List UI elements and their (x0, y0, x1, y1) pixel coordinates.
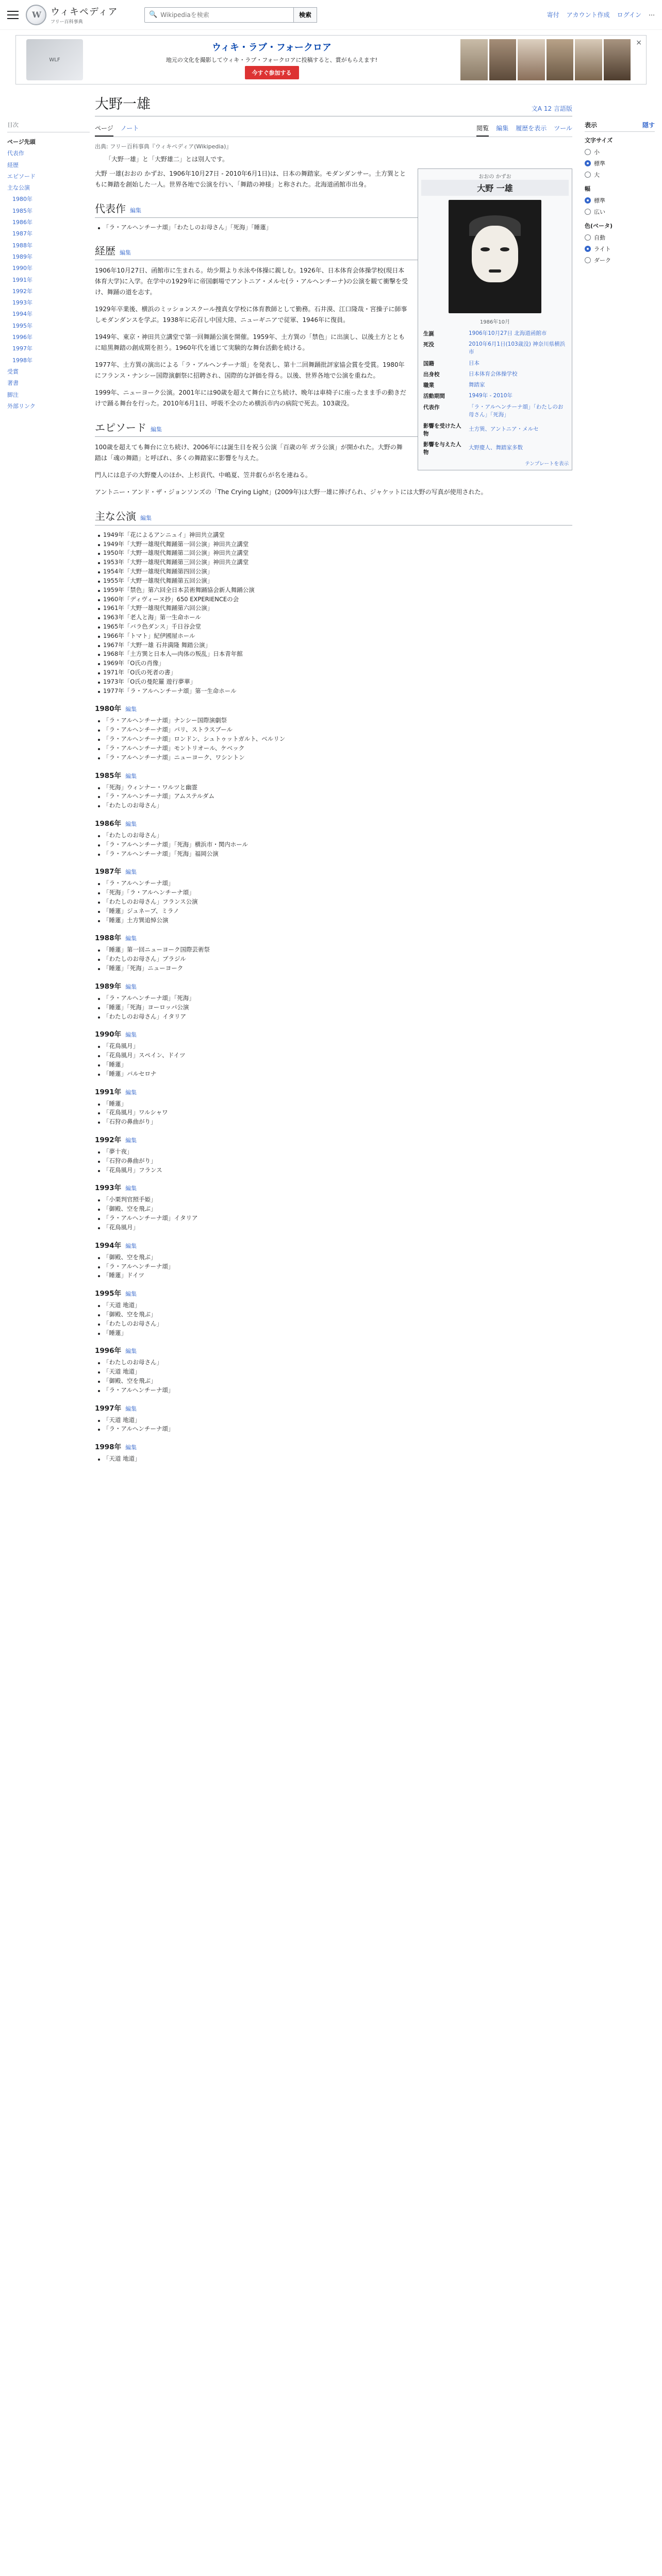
performance-item: 「花鳥風月」 (103, 1223, 572, 1232)
language-icon: 文A (531, 105, 542, 112)
campaign-logo: WLF (26, 39, 83, 80)
year-heading: 1987年 編集 (95, 868, 137, 876)
infobox-value[interactable]: 1906年10月27日 北海道函館市 (469, 330, 547, 336)
template-link[interactable]: テンプレートを表示 (525, 461, 569, 467)
episode-paragraph: アントニー・アンド・ザ・ジョンソンズの「The Crying Light」(2009年)は大野一雄に捧げられ、ジャケットには大野の写真が使用された。 (95, 488, 487, 496)
create-account-link[interactable]: アカウント作成 (566, 11, 610, 19)
user-menu-icon[interactable]: ⋯ (649, 11, 655, 19)
performance-item: 「睡蓮」 (103, 1329, 572, 1338)
color-dark[interactable]: ダーク (585, 255, 655, 266)
performance-item: 「ラ・アルヘンチーナ頌」パリ、ストラスブール (103, 725, 572, 735)
radio-icon (585, 172, 591, 178)
performance-list (95, 1195, 572, 1232)
performance-item: 「わたしのお母さん」 (103, 1319, 572, 1329)
toc-item[interactable]: 1986年 (12, 219, 32, 226)
performance-item: 「睡蓮」第一回ニューヨーク国際芸術祭 (103, 945, 572, 955)
page-tabs (95, 121, 572, 137)
main-menu-icon[interactable] (7, 11, 19, 19)
performance-item: 「わたしのお母さん」 (103, 1358, 572, 1367)
year-heading: 1989年 編集 (95, 982, 137, 991)
performance-item: 「睡蓮」 (103, 1060, 572, 1070)
table-of-contents (7, 93, 90, 1464)
performance-item: 「ラ・アルヘンチーナ頌」モントリオール、ケベック (103, 744, 572, 753)
performance-item: 「わたしのお母さん」 (103, 831, 572, 840)
radio-icon (585, 160, 591, 166)
performance-item: 「睡蓮」 (103, 1099, 572, 1109)
toc-item[interactable]: 1980年 (12, 196, 32, 203)
width-wide[interactable]: 広い (585, 206, 655, 217)
radio-icon (585, 149, 591, 155)
performance-item: 「睡蓮」ドイツ (103, 1271, 572, 1280)
radio-icon (585, 209, 591, 215)
performance-item: 「睡蓮」「死海」ヨーロッパ公演 (103, 1003, 572, 1012)
year-heading: 1991年 編集 (95, 1088, 137, 1096)
edit-link[interactable]: 編集 (125, 1405, 137, 1412)
wikipedia-globe-icon (26, 5, 46, 25)
infobox (418, 168, 572, 470)
performance-item: 「御殿、空を飛ぶ」 (103, 1310, 572, 1319)
toc-item[interactable]: 1989年 (12, 253, 32, 260)
performance-item: 「死海」ウィンナー・ワルツと幽霊 (103, 783, 572, 792)
performance-item: 1967年「大野一雄 石井満隆 舞踏公演」 (103, 641, 572, 650)
performance-item: 「夢十夜」 (103, 1147, 572, 1157)
performance-list (95, 1416, 572, 1434)
performance-item: 1955年「大野一雄現代舞踊第五回公演」 (103, 577, 572, 586)
performance-list (95, 531, 572, 696)
edit-link[interactable]: 編集 (140, 514, 152, 521)
performance-item: 「ラ・アルヘンチーナ頌」「死海」福岡公演 (103, 850, 572, 859)
episode-paragraph: 100歳を超えても舞台に立ち続け、2006年には誕生日を祝う公演「百歳の年 ガラ公演」が開かれた。大野の舞踏は「魂の舞踏」と呼ばれ、多くの舞踏家に影響を与えた。 (95, 443, 403, 462)
performance-item: 「花鳥風月」スペイン、ドイツ (103, 1051, 572, 1060)
section-heading: エピソード 編集 (95, 419, 572, 437)
toc-item[interactable]: 1998年 (12, 357, 32, 364)
text-size-large[interactable]: 大 (585, 169, 655, 180)
performance-item: 「死海」「ラ・アルヘンチーナ頌」 (103, 888, 572, 897)
performance-item: 「ラ・アルヘンチーナ頌」ロンドン、シュトゥットガルト、ベルリン (103, 735, 572, 744)
performance-item: 「ラ・アルヘンチーナ頌」イタリア (103, 1214, 572, 1223)
infobox-value[interactable]: 「ラ・アルヘンチーナ頌」「わたしのお母さん」「死海」 (469, 403, 564, 418)
edit-link[interactable]: 編集 (125, 1291, 137, 1298)
performance-list (95, 716, 572, 762)
banner-text: 地元の文化を撮影してウィキ・ラブ・フォークロアに投稿すると、賞がもらえます! (166, 57, 378, 63)
hatnote: 「大野一雄」と「大野雄二」とは別人です。 (105, 156, 229, 163)
year-heading: 1985年 編集 (95, 771, 137, 780)
edit-link[interactable]: 編集 (151, 426, 162, 433)
performance-item: 「御殿、空を飛ぶ」 (103, 1205, 572, 1214)
infobox-key: 影響を与えた人物 (423, 441, 461, 455)
radio-icon (585, 257, 591, 263)
performance-item: 「睡蓮」ジュネーブ、ミラノ (103, 907, 572, 916)
performance-list (95, 1253, 572, 1280)
tab-page[interactable]: ページ (95, 121, 113, 137)
search-icon: 🔍 (149, 11, 158, 19)
appearance-panel (577, 93, 655, 1464)
year-heading: 1986年 編集 (95, 819, 137, 828)
logo-title: ウィキペディア (51, 7, 118, 18)
edit-link[interactable]: 編集 (125, 983, 137, 990)
performance-item: 1949年「花によるアンニュイ」神田共立講堂 (103, 531, 572, 540)
career-paragraph: 1949年、東京・神田共立講堂で第一回舞踊公演を開催。1959年、土方巽の「禁色」に出演し、以後土方とともに暗黒舞踏の創成期を担う。1960年代を通じて実験的な舞台活動を続ける。 (95, 333, 405, 351)
toc-item[interactable]: 1991年 (12, 276, 32, 283)
performance-item: 「天道 地道」 (103, 1367, 572, 1377)
language-button[interactable] (532, 104, 572, 113)
year-heading: 1980年 編集 (95, 705, 137, 714)
performance-item: 1961年「大野一雄現代舞踊第六回公演」 (103, 604, 572, 613)
toc-item[interactable]: 著書 (7, 380, 19, 387)
infobox-name: 大野 一雄 (421, 180, 569, 196)
color-auto[interactable]: 自動 (585, 232, 655, 243)
toc-item[interactable]: 経歴 (7, 161, 19, 168)
performance-item: 「御殿、空を飛ぶ」 (103, 1377, 572, 1386)
edit-link[interactable]: 編集 (125, 935, 137, 942)
edit-link[interactable]: 編集 (125, 1242, 137, 1249)
search-button[interactable]: 検索 (294, 7, 317, 23)
toc-item[interactable]: 代表作 (7, 150, 24, 157)
text-size-standard[interactable]: 標準 (585, 158, 655, 169)
performance-item: 「ラ・アルヘンチーナ頌」 (103, 1262, 572, 1272)
portrait-caption: 1986年10月 (479, 319, 510, 325)
toc-item[interactable]: 1988年 (12, 242, 32, 249)
performance-list (95, 1454, 572, 1464)
year-heading: 1998年 編集 (95, 1443, 137, 1452)
page-title: 大野一雄 (95, 96, 151, 112)
representative-list (95, 223, 572, 232)
wikipedia-logo[interactable] (26, 5, 129, 25)
year-heading: 1997年 編集 (95, 1404, 137, 1413)
performance-item: 「石狩の鼻曲がり」 (103, 1157, 572, 1166)
year-heading: 1996年 編集 (95, 1347, 137, 1355)
performance-item: 「わたしのお母さん」ブラジル (103, 955, 572, 964)
year-heading: 1994年 編集 (95, 1241, 137, 1250)
section-heading: 主な公演 編集 (95, 508, 572, 526)
performance-list (95, 783, 572, 810)
infobox-key: 影響を受けた人物 (423, 422, 461, 437)
performance-list (95, 879, 572, 925)
infobox-value[interactable]: 大野慶人、舞踏家多数 (469, 445, 523, 451)
performance-item: 1960年「ディヴィーヌ抄」650 EXPERIENCEの会 (103, 595, 572, 604)
year-heading: 1992年 編集 (95, 1136, 137, 1144)
logo-subtitle: フリー百科事典 (51, 20, 83, 25)
performance-item: 「ラ・アルヘンチーナ頌」ナンシー国際演劇祭 (103, 716, 572, 725)
performance-item: 「わたしのお母さん」イタリア (103, 1012, 572, 1022)
toc-item[interactable]: 脚注 (7, 391, 19, 398)
color-light[interactable]: ライト (585, 243, 655, 255)
search-box (144, 7, 294, 23)
infobox-value[interactable]: 舞踏家 (469, 382, 485, 388)
performance-list (95, 1301, 572, 1337)
user-links (547, 10, 655, 19)
edit-link[interactable]: 編集 (125, 1031, 137, 1039)
list-item: 「ラ・アルヘンチーナ頌」「わたしのお母さん」「死海」「睡蓮」 (103, 223, 572, 232)
article (90, 93, 577, 1464)
banner-join-button[interactable]: 今すぐ参加する (245, 66, 299, 79)
performance-item: 「ラ・アルヘンチーナ頌」 (103, 1425, 572, 1434)
toc-item[interactable]: 1996年 (12, 334, 32, 341)
performance-item: 「わたしのお母さん」フランス公演 (103, 897, 572, 907)
infobox-key: 代表作 (423, 404, 440, 411)
edit-link[interactable]: 編集 (125, 869, 137, 876)
radio-icon (585, 246, 591, 252)
performance-item: 1968年「土方巽と日本人―肉体の叛乱」日本青年館 (103, 650, 572, 659)
infobox-table (421, 328, 569, 457)
search-input[interactable] (160, 11, 289, 19)
edit-link[interactable]: 編集 (120, 249, 131, 256)
episode-paragraph: 門人には息子の大野慶人のほか、上杉貢代、中嶋夏、笠井叡らが名を連ねる。 (95, 471, 312, 479)
year-heading: 1993年 編集 (95, 1184, 137, 1193)
infobox-key: 国籍 (423, 360, 434, 367)
tab-talk[interactable]: ノート (120, 125, 139, 132)
tab-read[interactable]: 閲覧 (476, 121, 489, 137)
toc-item[interactable]: 1985年 (12, 207, 32, 214)
performance-item: 1977年「ラ・アルヘンチーナ頌」第一生命ホール (103, 687, 572, 696)
edit-link[interactable]: 編集 (125, 1089, 137, 1096)
toc-item[interactable]: 主な公演 (7, 184, 30, 192)
search-form (144, 7, 317, 23)
performance-item: 「ラ・アルヘンチーナ頌」 (103, 1386, 572, 1395)
performance-item: 「ラ・アルヘンチーナ頌」「死海」横浜市・関内ホール (103, 840, 572, 850)
portrait-image[interactable] (449, 200, 541, 313)
performance-item: 「天道 地道」 (103, 1416, 572, 1425)
text-size-heading: 文字サイズ (585, 137, 613, 144)
radio-icon (585, 234, 591, 241)
edit-link[interactable]: 編集 (125, 706, 137, 713)
infobox-key: 活動期間 (423, 393, 445, 400)
infobox-key: 死没 (423, 342, 434, 348)
edit-link[interactable]: 編集 (125, 772, 137, 779)
performance-item: 1963年「老人と海」第一生命ホール (103, 613, 572, 622)
infobox-value[interactable]: 土方巽、アントニア・メルセ (469, 426, 539, 433)
performance-item: 1949年「大野一雄現代舞踊第一回公演」神田共立講堂 (103, 540, 572, 549)
infobox-ruby: おおの かずお (478, 174, 511, 180)
infobox-key: 生誕 (423, 331, 434, 337)
performance-list (95, 945, 572, 973)
edit-link[interactable]: 編集 (130, 207, 141, 214)
performance-item: 1969年「O氏の肖像」 (103, 659, 572, 668)
campaign-banner (15, 35, 647, 84)
hide-button[interactable]: 隠す (642, 122, 655, 129)
toc-item[interactable]: 1992年 (12, 287, 32, 295)
donate-link[interactable]: 寄付 (547, 11, 559, 19)
performance-item: 「ラ・アルヘンチーナ頌」ニューヨーク、ワシントン (103, 753, 572, 762)
infobox-value[interactable]: 日本体育会体操学校 (469, 370, 518, 377)
edit-link[interactable]: 編集 (125, 820, 137, 827)
width-standard[interactable]: 標準 (585, 195, 655, 206)
site-header (0, 0, 662, 30)
performance-item: 1973年「O氏の曼陀羅 遊行夢華」 (103, 677, 572, 687)
performance-item: 「花鳥風月」フランス (103, 1166, 572, 1175)
toc-item[interactable]: ページ先頭 (7, 139, 36, 145)
infobox-value[interactable]: 日本 (469, 360, 479, 366)
performance-list (95, 1042, 572, 1078)
edit-link[interactable]: 編集 (125, 1348, 137, 1355)
edit-link[interactable]: 編集 (125, 1444, 137, 1451)
toc-item[interactable]: 受賞 (7, 368, 19, 375)
performance-list (95, 1358, 572, 1395)
year-heading: 1995年 編集 (95, 1290, 137, 1298)
language-count: 12 言語版 (543, 105, 572, 112)
career-paragraph: 1929年卒業後、横浜のミッションスクール捜真女学校に体育教師として勤務。石井漠、江口隆哉・宮操子に師事しモダンダンスを学ぶ。1938年に応召し中国大陸、ニューギニアで従軍、1946年に復員。 (95, 305, 407, 324)
performances-by-year (95, 703, 572, 1464)
performance-item: 1950年「大野一雄現代舞踊第二回公演」神田共立講堂 (103, 549, 572, 558)
career-paragraph: 1906年10月27日、函館市に生まれる。幼少期より水泳や体操に親しむ。1926年、日本体育会体操学校(現日本体育大学)に入学。在学中の1929年に帝国劇場でアントニア・メルセ(ラ・アルヘンチーナ)の公演を観て衝撃を受け、舞踊の道を志す。 (95, 266, 408, 296)
color-heading: 色(ベータ) (585, 223, 613, 229)
appearance-title: 表示 (585, 122, 598, 129)
performance-list (95, 994, 572, 1021)
width-heading: 幅 (585, 185, 590, 192)
performance-list (95, 1147, 572, 1175)
source-line: 出典: フリー百科事典『ウィキペディア(Wikipedia)』 (95, 143, 232, 150)
performance-item: 「天道 地道」 (103, 1301, 572, 1310)
toc-item[interactable]: 1997年 (12, 345, 32, 352)
performance-item: 「小栗判官照手姫」 (103, 1195, 572, 1205)
performance-list (95, 1099, 572, 1127)
close-icon[interactable]: × (636, 39, 642, 47)
performance-item: 1953年「大野一雄現代舞踊第三回公演」神田共立講堂 (103, 558, 572, 567)
text-size-small[interactable]: 小 (585, 146, 655, 158)
performance-list (95, 831, 572, 858)
infobox-key: 職業 (423, 382, 434, 389)
toc-item[interactable]: 1995年 (12, 322, 32, 329)
infobox-value[interactable]: 2010年6月1日(103歳没) 神奈川県横浜市 (469, 341, 566, 355)
section-heading: 経歴 編集 (95, 243, 572, 260)
tab-edit[interactable]: 編集 (496, 125, 509, 132)
tab-history[interactable]: 履歴を表示 (516, 125, 547, 132)
performance-item: 「ラ・アルヘンチーナ頌」「死海」 (103, 994, 572, 1003)
career-paragraph: 1977年、土方巽の演出による「ラ・アルヘンチーナ頌」を発表し、第十二回舞踊批評家協会賞を受賞。1980年にフランス・ナンシー国際演劇祭に招聘され、国際的な評価を得る。以後、世界各地で公演を重ねた。 (95, 361, 405, 379)
performance-item: 「ラ・アルヘンチーナ頌」 (103, 879, 572, 888)
toc-item[interactable]: 1987年 (12, 230, 32, 238)
performance-item: 「天道 地道」 (103, 1454, 572, 1464)
year-heading: 1990年 編集 (95, 1030, 137, 1039)
career-paragraph: 1999年、ニューヨーク公演。2001年には90歳を超えて舞台に立ち続け、晩年は車椅子に座ったまま手の動きだけで踊る舞台を行った。2010年6月1日、呼吸不全のため横浜市内の病院で死去。103歳没。 (95, 388, 406, 407)
performance-item: 「花鳥風月」ワルシャワ (103, 1108, 572, 1117)
edit-link[interactable]: 編集 (125, 1137, 137, 1144)
tab-tools[interactable]: ツール (554, 125, 572, 132)
performance-item: 「石狩の鼻曲がり」 (103, 1117, 572, 1127)
banner-title[interactable]: ウィキ・ラブ・フォークロア (211, 42, 332, 53)
toc-heading: 目次 (7, 121, 90, 132)
edit-link[interactable]: 編集 (125, 1185, 137, 1192)
performance-item: 1959年「禁色」第六回全日本芸術舞踊協会新人舞踊公演 (103, 586, 572, 595)
login-link[interactable]: ログイン (617, 11, 641, 19)
year-heading: 1988年 編集 (95, 934, 137, 943)
toc-item[interactable]: 1990年 (12, 265, 32, 272)
performance-item: 1954年「大野一雄現代舞踊第四回公演」 (103, 567, 572, 577)
performance-item: 1965年「バラ色ダンス」千日谷会堂 (103, 622, 572, 632)
performance-item: 「睡蓮」土方巽追悼公演 (103, 916, 572, 925)
performance-item: 「花鳥風月」 (103, 1042, 572, 1051)
performance-item: 「御殿、空を飛ぶ」 (103, 1253, 572, 1262)
performance-item: 「わたしのお母さん」 (103, 801, 572, 810)
toc-item[interactable]: エピソード (7, 173, 36, 180)
infobox-value[interactable]: 1949年 - 2010年 (469, 393, 512, 399)
performance-item: 1966年「トマト」紀伊國屋ホール (103, 632, 572, 641)
banner-photos (460, 39, 631, 80)
toc-item[interactable]: 1994年 (12, 311, 32, 318)
performance-item: 「ラ・アルヘンチーナ頌」アムステルダム (103, 792, 572, 801)
toc-item[interactable]: 1993年 (12, 299, 32, 307)
performance-item: 「睡蓮」「死海」ニューヨーク (103, 964, 572, 973)
performance-item: 「睡蓮」バルセロナ (103, 1070, 572, 1079)
section-heading: 代表作 編集 (95, 200, 572, 218)
performance-item: 1971年「O氏の死者の書」 (103, 668, 572, 677)
intro-paragraph: 大野 一雄(おおの かずお、1906年10月27日 - 2010年6月1日)は、日本の舞踏家。モダンダンサー。土方巽とともに舞踏を創始した一人。世界各地で公演を行い、「舞踏の神様」と称された。北海道函館市出身。 (95, 170, 406, 188)
infobox-key: 出身校 (423, 371, 440, 378)
toc-item[interactable]: 外部リンク (7, 402, 36, 410)
radio-icon (585, 197, 591, 204)
